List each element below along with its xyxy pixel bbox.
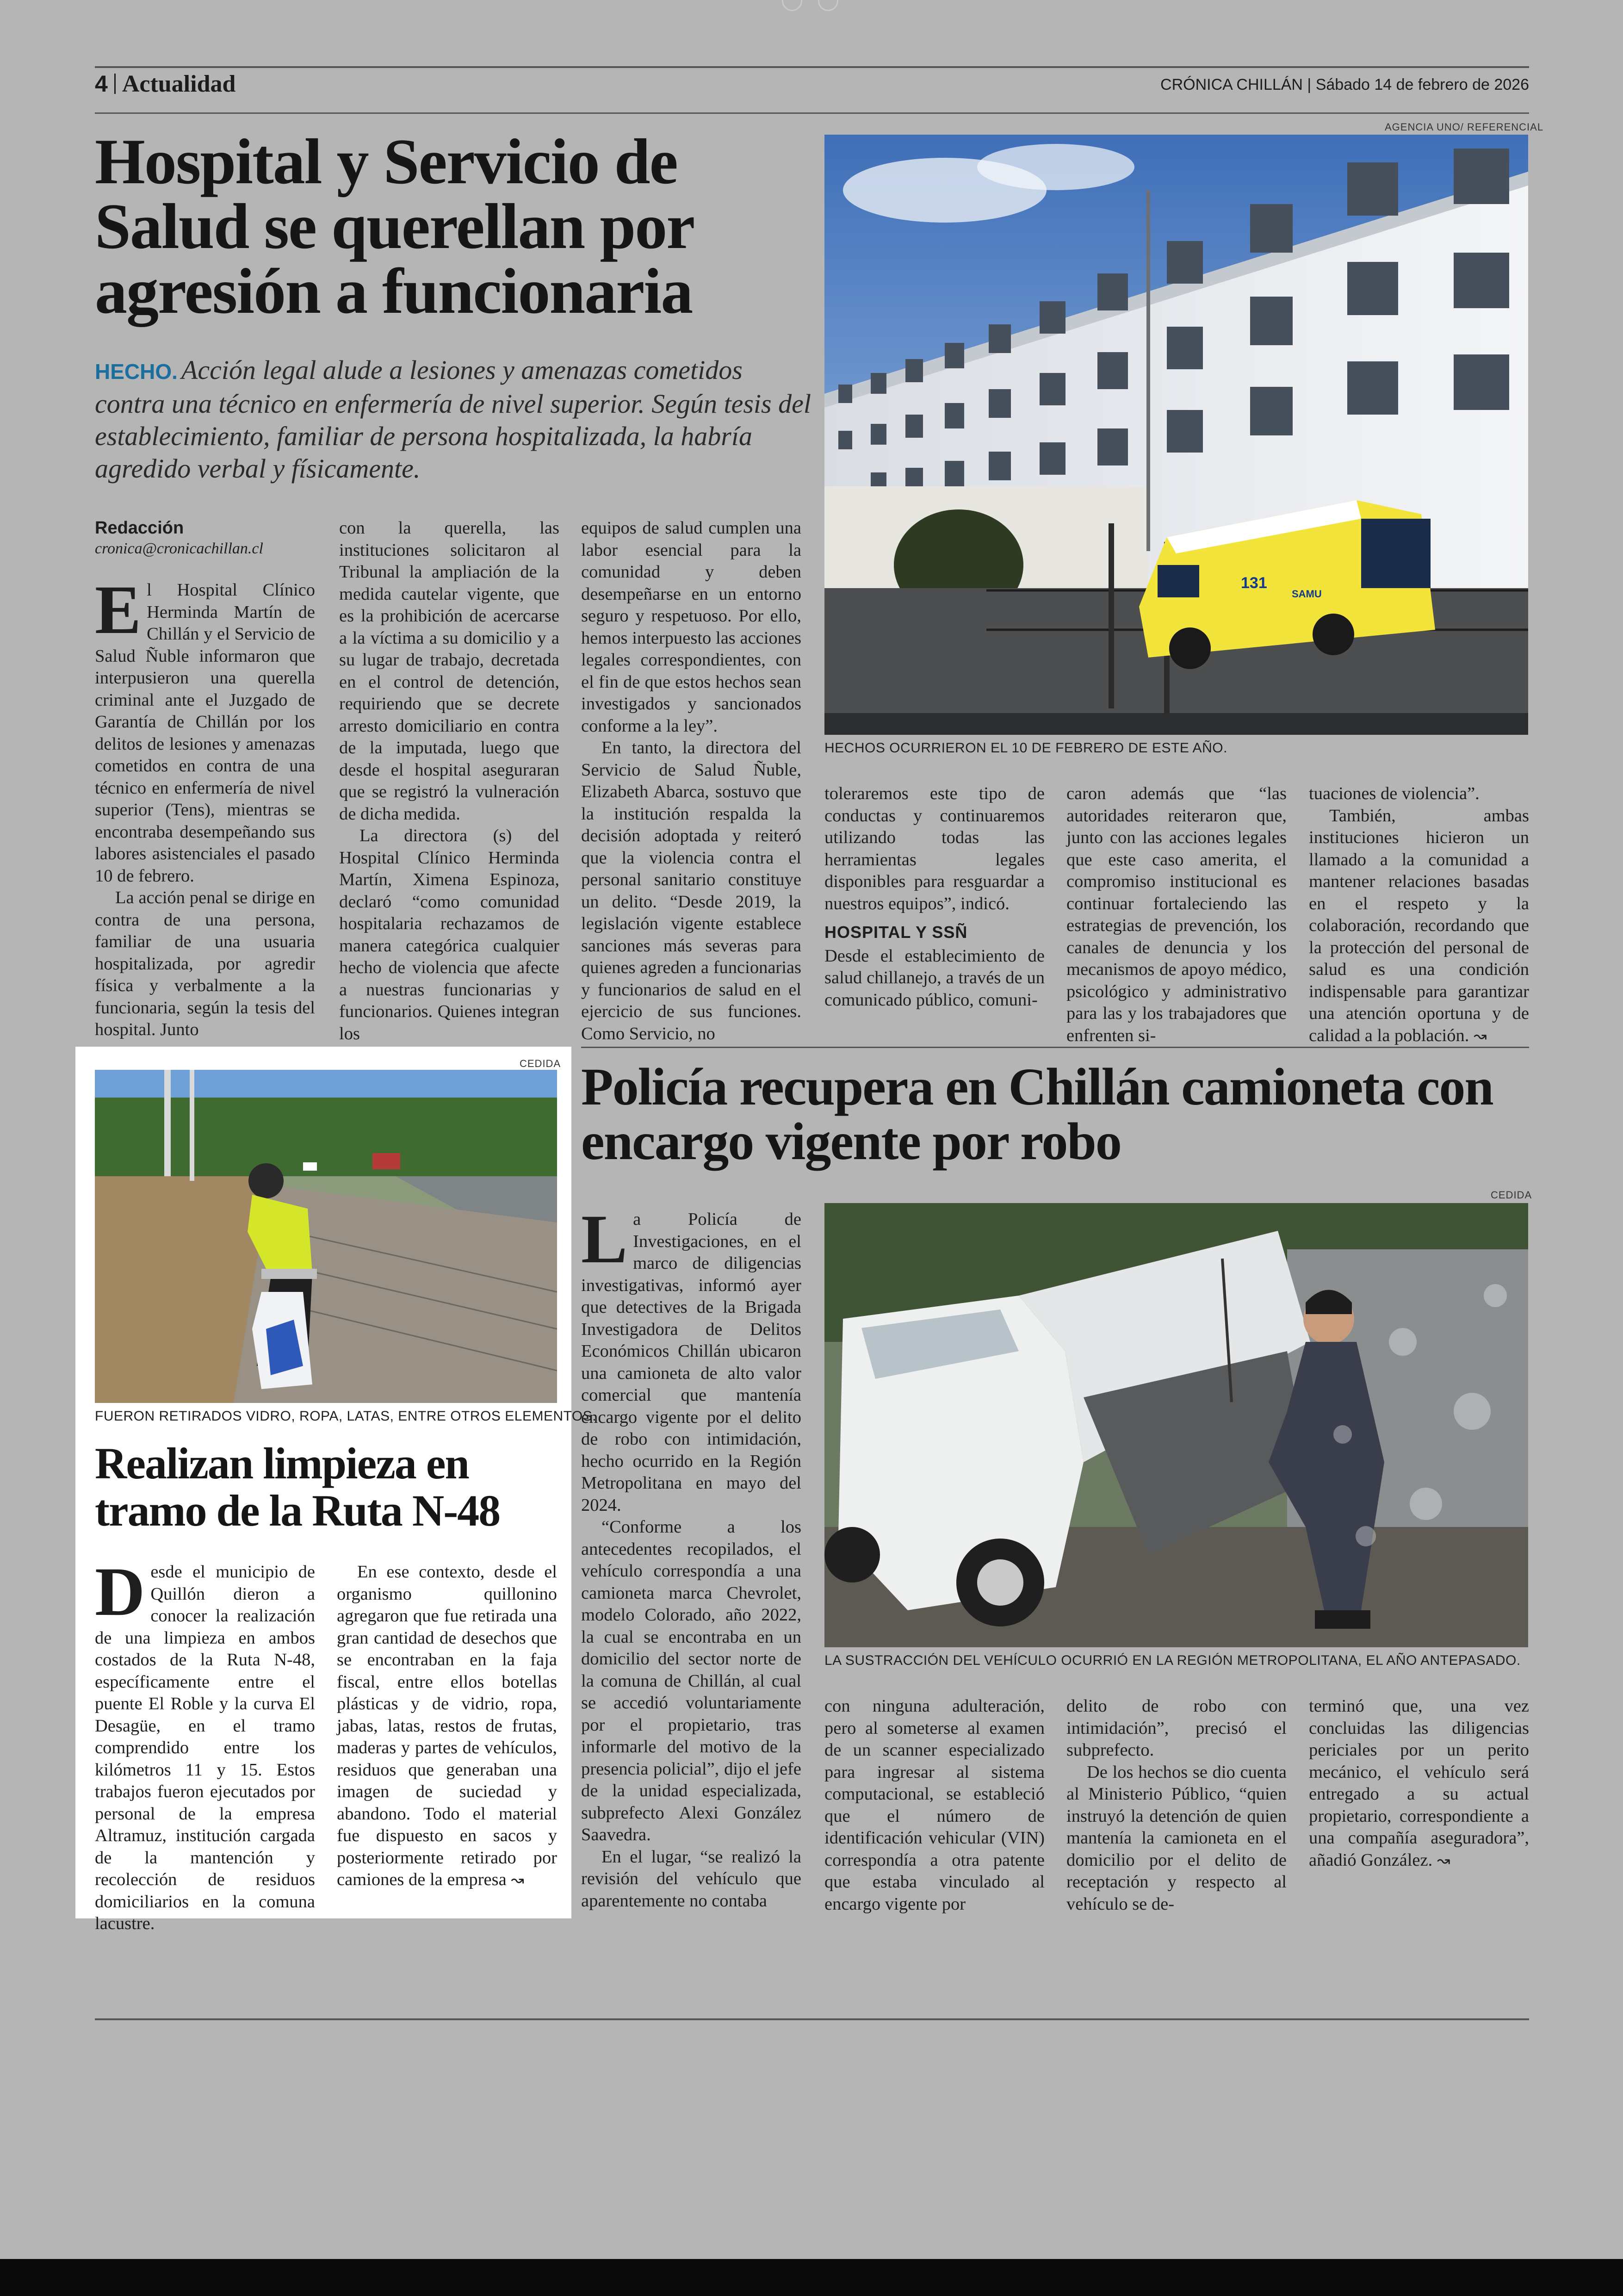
page-number: 4 xyxy=(95,71,108,97)
masthead: CRÓNICA CHILLÁN | Sábado 14 de febrero de 2026 xyxy=(1160,76,1529,93)
hospital-photo-illustration xyxy=(824,135,1528,735)
hospital-deck xyxy=(95,354,817,485)
policia-paragraph: De los hechos se dio cuenta al Ministerio Público, “quien instruyó la detención de quien mantenía la camioneta en el domicilio por el delito de receptación y respecto al vehículo se de- xyxy=(1066,1762,1287,1914)
hospital-subhead: HOSPITAL Y SSÑ xyxy=(824,923,968,942)
limpieza-photo-caption: FUERON RETIRADOS VIDRO, ROPA, LATAS, ENTRE OTROS ELEMENTOS. xyxy=(95,1409,597,1424)
policia-photo-illustration xyxy=(824,1203,1528,1647)
section-divider xyxy=(114,74,116,94)
hospital-col-1 xyxy=(95,517,315,1041)
hospital-paragraph: equipos de salud cumplen una labor esencial para la comunidad y deben desempeñarse en un entorno seguro y respetuoso. Por ello, hemos interpuesto las acciones legales correspondientes, con el fin de que estos hechos sean investigados y sancionados conforme a la ley”. xyxy=(581,518,801,736)
policia-paragraph: En el lugar, “se realizó la revisión del vehículo que aparentemente no contaba xyxy=(581,1847,801,1911)
ambulance-number: 131 xyxy=(1241,574,1267,592)
limpieza-col-2 xyxy=(337,1561,557,1892)
hospital-paragraph: También, ambas instituciones hicieron un llamado a la comunidad a mantener relaciones basadas en el respeto y la colaboración, recordando que la protección del personal de salud es una condición indispensable para garantizar una atención oportuna y de calidad a la población. xyxy=(1309,806,1529,1045)
hospital-col-3 xyxy=(581,517,801,1045)
policia-paragraph: a Policía de Investigaciones, en el marco de diligencias investigativas, informó ayer que detectives de la Brigada Investigadora de Delitos Económicos Chillán ubicaron una camioneta de alto valor comercial que mantenía encargo vigente por el delito de robo con intimidación, hecho ocurrido en la Región Metropolitana en mayo del 2024. xyxy=(581,1210,801,1515)
policia-headline: Policía recupera en Chillán camioneta con encargo vigente por robo xyxy=(581,1057,1493,1171)
limpieza-photo-credit: CEDIDA xyxy=(520,1058,561,1069)
end-mark-icon: ↝ xyxy=(1437,1851,1450,1870)
pager-prev-button[interactable] xyxy=(782,0,802,11)
limpieza-paragraph: En ese contexto, desde el organismo quillonino agregaron que fue retirada una gran cantidad de desechos que se encontraban en la faja fiscal, entre ellos botellas plásticas y de vidrio, ropa, jabas, latas, restos de frutas, maderas y partes de vehículos, residuos que generaban una imagen de suciedad y abandono. Todo el material fue dispuesto en sacos y posteriormente retirado por camiones de la empresa xyxy=(337,1562,557,1889)
hospital-paragraph: En tanto, la directora del Servicio de Salud Ñuble, Elizabeth Abarca, sostuvo que la institución respalda la decisión adoptada y reiteró que la violencia contra el personal sanitario constituye un delito. “Desde 2019, la legislación vigente establece sanciones más severas para quienes agreden a funcionarias y funcionarios de salud en el ejercicio de sus funciones. Como Servicio, no xyxy=(581,738,801,1043)
section-divider-rule xyxy=(581,1047,1529,1048)
viewer-bottom-bar xyxy=(0,2259,1623,2296)
policia-photo-credit: CEDIDA xyxy=(1491,1189,1532,1201)
policia-col-4 xyxy=(1309,1695,1529,1872)
hospital-col-2 xyxy=(339,517,559,1045)
hospital-paragraph: tuaciones de violencia”. xyxy=(1309,784,1480,803)
hospital-photo xyxy=(824,135,1528,735)
hospital-headline: Hospital y Servicio de Salud se querellan por agresión a funcionaria xyxy=(95,126,693,327)
hospital-kicker: HECHO. xyxy=(95,360,178,384)
ambulance-label: SAMU xyxy=(1292,588,1322,600)
limpieza-photo-illustration xyxy=(95,1070,557,1403)
policia-photo-caption: LA SUSTRACCIÓN DEL VEHÍCULO OCURRIÓ EN LA REGIÓN METROPOLITANA, EL AÑO ANTEPASADO. xyxy=(824,1653,1521,1668)
hospital-photo-credit: AGENCIA UNO/ REFERENCIAL xyxy=(1385,121,1544,133)
limpieza-paragraph: esde el municipio de Quillón dieron a conocer la realización de una limpieza en ambos costados de la Ruta N-48, específicamente entre el puente El Roble y la curva El Desagüe, en el tramo comprendido entre los kilómetros 11 y 15. Estos trabajos fueron ejecutados por personal de la empresa Altramuz, institución cargada de la mantención y recolección de residuos domiciliarios en la comuna lacustre. xyxy=(95,1562,315,1933)
limpieza-dropcap: D xyxy=(95,1553,145,1630)
limpieza-col-1 xyxy=(95,1553,315,1935)
hospital-paragraph: La directora (s) del Hospital Clínico Herminda Martín, Ximena Espinoza, declaró “como comunidad hospitalaria rechazamos de manera categórica cualquier hecho de violencia que afecte a nuestras funcionarias y funcionarios. Quienes integran los xyxy=(339,826,559,1043)
hospital-byline: Redacción xyxy=(95,518,184,538)
policia-paragraph: delito de robo con intimidación”, precisó el subprefecto. xyxy=(1066,1696,1287,1760)
policia-paragraph: terminó que, una vez concluidas las diligencias periciales por un perito mecánico, el vehículo será entregado a su actual propietario, correspondiente a una compañía aseguradora”, añadió González. xyxy=(1309,1696,1529,1870)
hospital-dropcap: E xyxy=(95,571,142,648)
hospital-paragraph: Desde el establecimiento de salud chillanejo, a través de un comunicado público, comuni- xyxy=(824,946,1045,1010)
hospital-paragraph: l Hospital Clínico Herminda Martín de Chillán y el Servicio de Salud Ñuble informaron que interpusieron una querella criminal ante el Juzgado de Garantía de Chillán por los delitos de lesiones y amenazas cometidos en contra de una técnico en enfermería de nivel superior (Tens), mientras se encontraba desempeñando sus labores asistenciales el pasado 10 de febrero. xyxy=(95,580,315,886)
hospital-col-5 xyxy=(1066,783,1287,1047)
policia-paragraph: con ninguna adulteración, pero al someterse al examen de un scanner especializado para ingresar al sistema computacional, se estableció que el número de identificación vehicular (VIN) correspondía a otra patente que estaba vinculado al encargo vigente por xyxy=(824,1696,1045,1914)
limpieza-photo xyxy=(95,1070,557,1403)
policia-col-2 xyxy=(824,1695,1045,1915)
hospital-deck-text: Acción legal alude a lesiones y amenazas cometidos contra una técnico en enfermería de nivel superior. Según tesis del establecimiento, familiar de persona hospitalizada, la habría agredido verbal y físicamente. xyxy=(95,355,811,484)
pager-next-button[interactable] xyxy=(818,0,838,11)
policia-paragraph: “Conforme a los antecedentes recopilados, el vehículo correspondía a una camioneta marca Chevrolet, modelo Colorado, año 2022, la cual se encontraba en un domicilio del sector norte de la comuna de Chillán, al cual se accedió voluntariamente por el propietario, tras informarle del motivo de la presencia policial”, dijo el jefe de la unidad especializada, subprefecto Alexi González Saavedra. xyxy=(581,1517,801,1844)
policia-col-3 xyxy=(1066,1695,1287,1915)
end-mark-icon: ↝ xyxy=(511,1871,524,1889)
page-bottom-rule xyxy=(95,2018,1529,2020)
end-mark-icon: ↝ xyxy=(1473,1026,1487,1045)
policia-col-1 xyxy=(581,1201,801,1912)
hospital-paragraph: toleraremos este tipo de conductas y continuaremos utilizando todas las herramientas legales disponibles para resguardar a nuestros equipos”, indicó. xyxy=(824,784,1045,913)
hospital-col-4 xyxy=(824,783,1045,1011)
policia-dropcap: L xyxy=(581,1201,628,1278)
section-label xyxy=(95,68,235,100)
policia-photo xyxy=(824,1203,1528,1647)
header-bottom-rule xyxy=(95,112,1529,114)
hospital-col-6 xyxy=(1309,783,1529,1047)
hospital-byline-email: cronica@cronicachillan.cl xyxy=(95,540,263,557)
section-name: Actualidad xyxy=(122,70,236,97)
header-top-rule xyxy=(95,66,1529,68)
hospital-paragraph: con la querella, las instituciones solicitaron al Tribunal la ampliación de la medida cautelar vigente, que es la prohibición de acercarse a la víctima a su domicilio y a su lugar de trabajo, decretada en el control de detención, requiriendo que se decrete arresto domiciliario en contra de la imputada, luego que desde el hospital aseguraran que se registró la vulneración de dicha medida. xyxy=(339,518,559,824)
limpieza-headline: Realizan limpieza en tramo de la Ruta N-48 xyxy=(95,1439,500,1535)
hospital-paragraph: La acción penal se dirige en contra de una persona, familiar de una usuaria hospitalizada, por agredir física y verbalmente a la funcionaria, según la tesis del hospital. Junto xyxy=(95,888,315,1039)
hospital-photo-caption: HECHOS OCURRIERON EL 10 DE FEBRERO DE ESTE AÑO. xyxy=(824,740,1227,756)
hospital-paragraph: caron además que “las autoridades reiteraron que, junto con las acciones legales que este caso amerita, el compromiso institucional es continuar fortaleciendo las estrategias de prevención, los canales de denuncia y los mecanismos de apoyo médico, psicológico y administrativo para las y los trabajadores que enfrenten si- xyxy=(1066,784,1287,1045)
